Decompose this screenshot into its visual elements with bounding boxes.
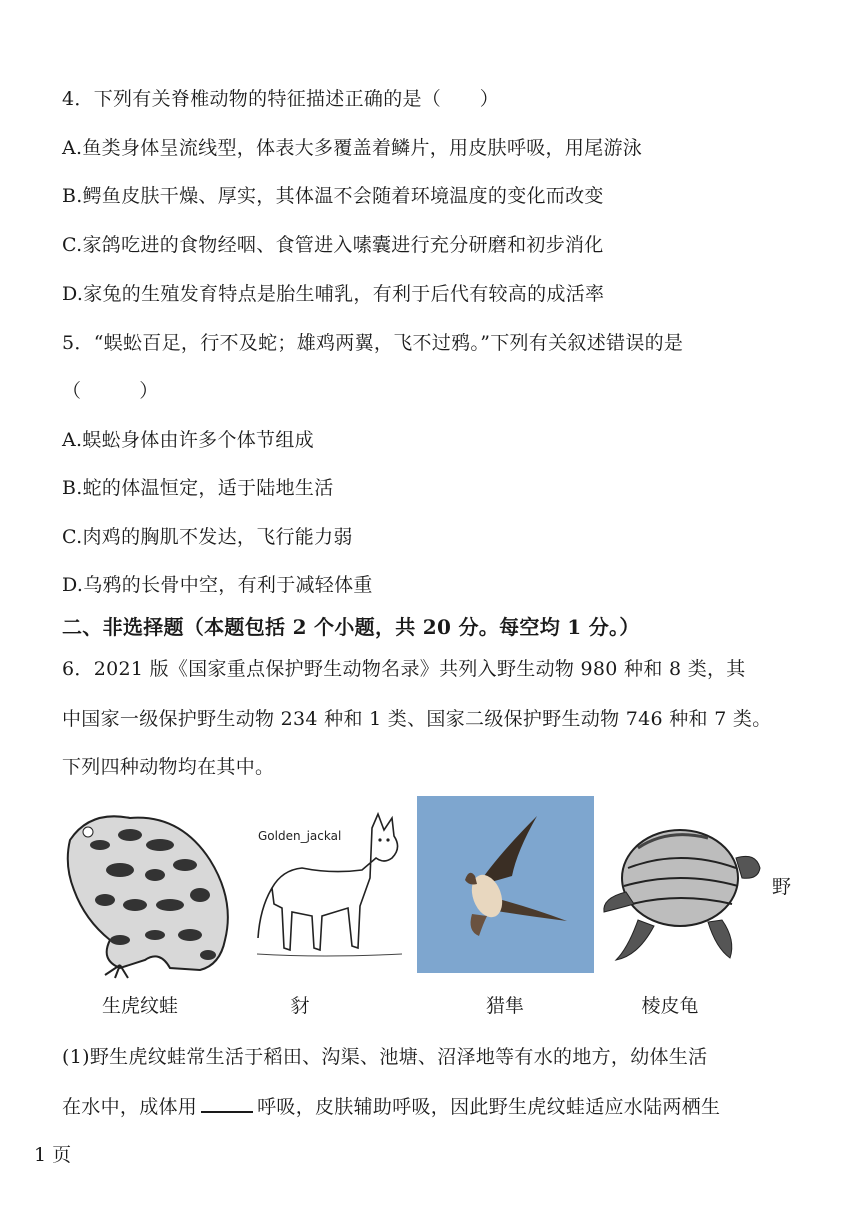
answer-blank[interactable] <box>201 1093 253 1113</box>
frog-drawing <box>60 800 240 980</box>
caption-jackal: 豺 <box>290 995 310 1017</box>
q5-stem: 5．“蜈蚣百足，行不及蛇；雄鸡两翼，飞不过鸦。”下列有关叙述错误的是 <box>62 332 684 354</box>
q5-answer-paren: （ ） <box>62 380 159 402</box>
page-number: 1 页 <box>34 1144 72 1166</box>
q5-option-d: D.乌鸦的长骨中空，有利于减轻体重 <box>62 574 373 596</box>
q6-sub1-text-b: 呼吸，皮肤辅助呼吸，因此野生虎纹蛙适应水陆两栖生 <box>257 1096 721 1118</box>
turtle-drawing <box>598 808 763 968</box>
q6-line-3: 下列四种动物均在其中。 <box>62 756 275 778</box>
q6-sub1-line-1: (1)野生虎纹蛙常生活于稻田、沟渠、池塘、沼泽地等有水的地方，幼体生活 <box>62 1046 708 1068</box>
q4-option-c: C.家鸽吃进的食物经咽、食管进入嗉囊进行充分研磨和初步消化 <box>62 234 604 256</box>
q4-option-a: A.鱼类身体呈流线型，体表大多覆盖着鳞片，用皮肤呼吸，用尾游泳 <box>62 137 643 159</box>
caption-turtle: 棱皮龟 <box>641 995 699 1017</box>
q6-line-2: 中国家一级保护野生动物 234 种和 1 类、国家二级保护野生动物 746 种和 7 类。 <box>62 708 772 730</box>
section-heading: 二、非选择题（本题包括 2 个小题，共 20 分。每空均 1 分。） <box>62 615 640 639</box>
q4-stem: 4．下列有关脊椎动物的特征描述正确的是（ ） <box>62 88 499 110</box>
q6-sub1-line-2 <box>62 1093 720 1120</box>
q6-line-1: 6．2021 版《国家重点保护野生动物名录》共列入野生动物 980 种和 8 类，其 <box>62 658 746 680</box>
q4-option-d: D.家兔的生殖发育特点是胎生哺乳，有利于后代有较高的成活率 <box>62 283 605 305</box>
caption-falcon: 猎隼 <box>485 995 524 1017</box>
q5-option-a: A.蜈蚣身体由许多个体节组成 <box>62 429 314 451</box>
q5-option-b: B.蛇的体温恒定，适于陆地生活 <box>62 477 334 499</box>
q5-option-c: C.肉鸡的胸肌不发达，飞行能力弱 <box>62 526 353 548</box>
q6-sub1-text-a: 在水中，成体用 <box>62 1096 198 1118</box>
falcon-photo <box>417 796 594 973</box>
jackal-drawing <box>252 808 407 968</box>
stray-character: 野 <box>772 876 792 898</box>
jackal-label: Golden_jackal <box>258 829 342 843</box>
q4-option-b: B.鳄鱼皮肤干燥、厚实，其体温不会随着环境温度的变化而改变 <box>62 185 604 207</box>
caption-frog: 生虎纹蛙 <box>101 995 178 1017</box>
